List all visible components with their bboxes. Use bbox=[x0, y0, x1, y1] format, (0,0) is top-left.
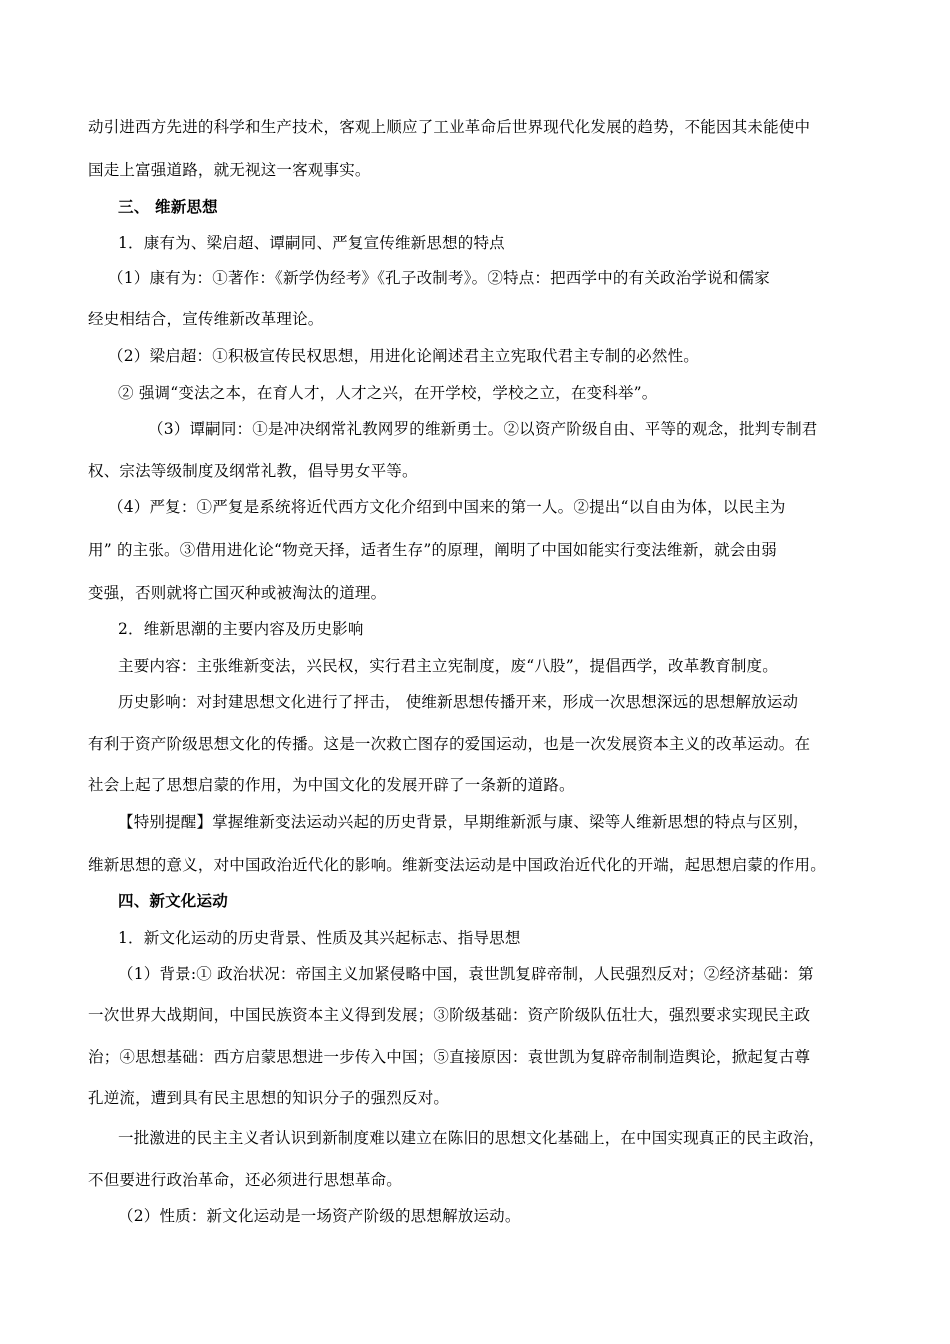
paragraph-line: （2）性质：新文化运动是一场资产阶级的思想解放运动。 bbox=[118, 1207, 521, 1225]
paragraph-line: 有利于资产阶级思想文化的传播。这是一次救亡图存的爱国运动，也是一次发展资本主义的改革运动。在 bbox=[88, 735, 811, 753]
paragraph-line: （2）梁启超：①积极宣传民权思想，用进化论阐述君主立宪取代君主专制的必然性。 bbox=[108, 347, 699, 365]
subsection-heading: 1．新文化运动的历史背景、性质及其兴起标志、指导思想 bbox=[118, 929, 521, 947]
paragraph-line: 历史影响：对封建思想文化进行了抨击， 使维新思想传播开来，形成一次思想深远的思想解放运动 bbox=[118, 693, 799, 711]
paragraph-line: ② 强调“变法之本，在育人才，人才之兴，在开学校，学校之立，在变科举”。 bbox=[118, 384, 658, 402]
paragraph-line: 用” 的主张。③借用进化论“物竞天择，适者生存”的原理，阐明了中国如能实行变法维新，就会由弱 bbox=[88, 541, 777, 559]
paragraph-line: 维新思想的意义，对中国政治近代化的影响。维新变法运动是中国政治近代化的开端，起思想启蒙的作用。 bbox=[88, 856, 826, 874]
paragraph-line: （3）谭嗣同：①是冲决纲常礼教网罗的维新勇士。②以资产阶级自由、平等的观念，批判专制君 bbox=[148, 420, 818, 438]
paragraph-line: 社会上起了思想启蒙的作用，为中国文化的发展开辟了一条新的道路。 bbox=[88, 776, 575, 794]
paragraph-line: 主要内容：主张维新变法，兴民权，实行君主立宪制度，废“八股”，提倡西学，改革教育制度。 bbox=[118, 657, 778, 675]
section-heading: 三、 维新思想 bbox=[118, 197, 218, 216]
note-paragraph: 【特别提醒】掌握维新变法运动兴起的历史背景，早期维新派与康、梁等人维新思想的特点与区别， bbox=[118, 813, 809, 831]
paragraph-line: （1）背景:① 政治状况：帝国主义加紧侵略中国，袁世凯复辟帝制，人民强烈反对；②经济基础：第 bbox=[118, 965, 814, 983]
subsection-heading: 1．康有为、梁启超、谭嗣同、严复宣传维新思想的特点 bbox=[118, 234, 505, 252]
paragraph-line: （1）康有为：①著作：《新学伪经考》《孔子改制考》。②特点：把西学中的有关政治学说和儒家 bbox=[108, 269, 770, 287]
paragraph-line: 国走上富强道路，就无视这一客观事实。 bbox=[88, 161, 371, 179]
paragraph-line: 变强，否则就将亡国灭种或被淘汰的道理。 bbox=[88, 584, 387, 602]
paragraph-line: 不但要进行政治革命，还必须进行思想革命。 bbox=[88, 1171, 403, 1189]
paragraph-line: 权、宗法等级制度及纲常礼教，倡导男女平等。 bbox=[88, 462, 418, 480]
paragraph-line: 治；④思想基础：西方启蒙思想进一步传入中国；⑤直接原因：袁世凯为复辟帝制制造舆论，掀起复古尊 bbox=[88, 1048, 811, 1066]
section-heading: 四、新文化运动 bbox=[118, 891, 228, 910]
paragraph-line: 孔逆流，遭到具有民主思想的知识分子的强烈反对。 bbox=[88, 1089, 450, 1107]
paragraph-line: 经史相结合，宣传维新改革理论。 bbox=[88, 310, 324, 328]
paragraph-line: 动引进西方先进的科学和生产技术，客观上顺应了工业革命后世界现代化发展的趋势，不能因其未能使中 bbox=[88, 118, 811, 136]
paragraph-line: 一批激进的民主主义者认识到新制度难以建立在陈旧的思想文化基础上，在中国实现真正的民主政治， bbox=[118, 1129, 825, 1147]
paragraph-line: 一次世界大战期间，中国民族资本主义得到发展；③阶级基础：资产阶级队伍壮大，强烈要求实现民主政 bbox=[88, 1006, 811, 1024]
paragraph-line: （4）严复：①严复是系统将近代西方文化介绍到中国来的第一人。②提出“以自由为体，以民主为 bbox=[108, 498, 786, 516]
subsection-heading: 2．维新思潮的主要内容及历史影响 bbox=[118, 620, 364, 638]
